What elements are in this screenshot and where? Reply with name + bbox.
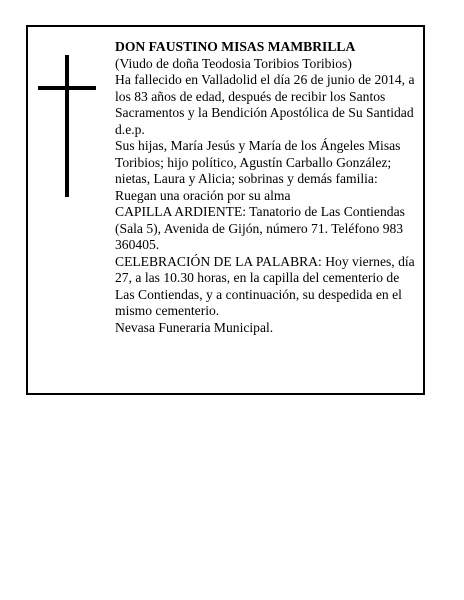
cross-vertical-bar [65,55,69,197]
cross-icon [38,55,96,197]
widower-of: (Viudo de doña Teodosia Toribios Toribios) [115,55,352,71]
prayer-request: Ruegan una oración por su alma [115,187,291,203]
ceremony-info: CELEBRACIÓN DE LA PALABRA: Hoy viernes, día 27, a las 10.30 horas, en la capilla del cementerio de Las Contiendas, y a continuación, su despedida en el mismo cementerio. [115,253,415,318]
notice-text [115,39,421,336]
deceased-name: DON FAUSTINO MISAS MAMBRILLA [115,39,356,54]
family-members: Sus hijas, María Jesús y María de los Ángeles Misas Toribios; hijo político, Agustín Carballo González; nietas, Laura y Alicia; sobrinas y demás familia: [115,138,401,186]
funeral-home: Nevasa Funeraria Municipal. [115,319,274,335]
chapel-info: CAPILLA ARDIENTE: Tanatorio de Las Contiendas (Sala 5), Avenida de Gijón, número 71. Teléfono 983 360405. [115,204,405,252]
death-announcement: Ha fallecido en Valladolid el día 26 de junio de 2014, a los 83 años de edad, después de recibir los Santos Sacramentos y la Bendición Apostólica de Su Santidad d.e.p. [115,72,415,137]
cross-horizontal-bar [38,86,96,90]
obituary-notice [26,25,425,395]
